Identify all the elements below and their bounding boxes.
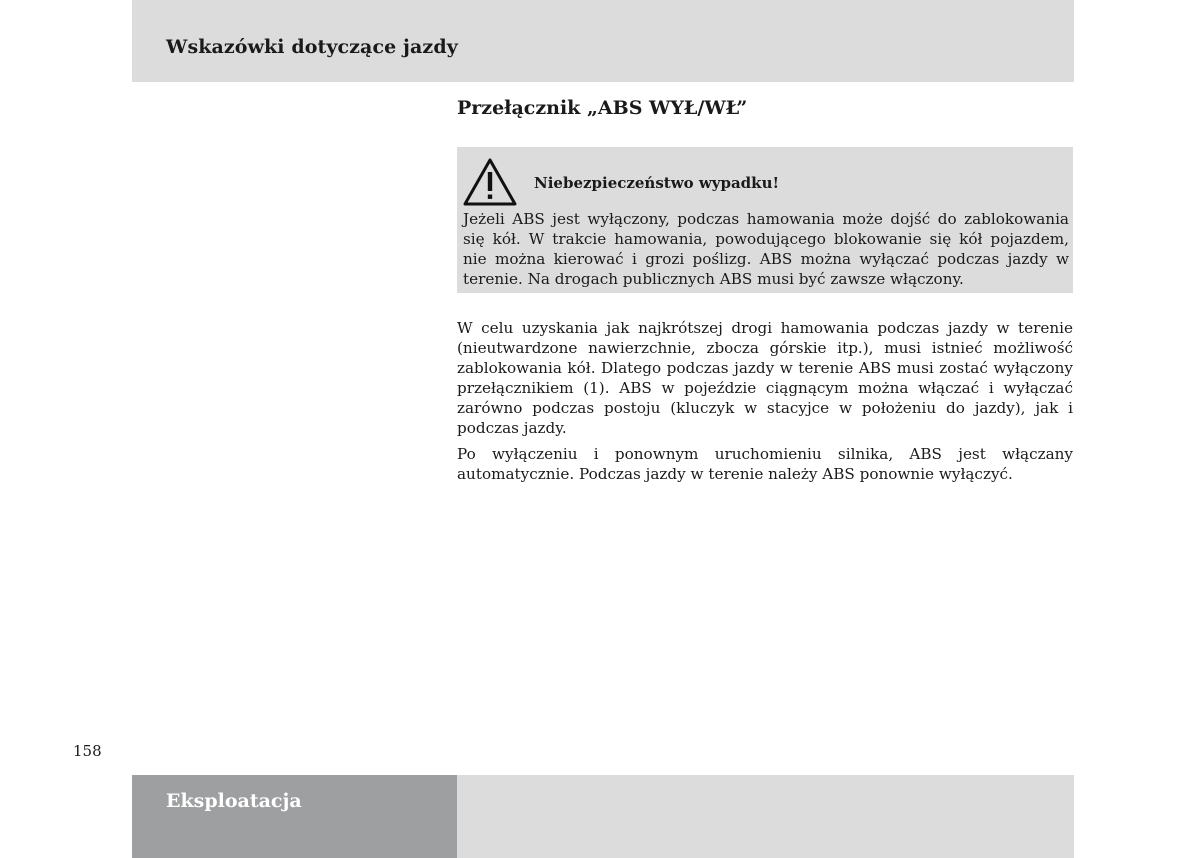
body-paragraph: Po wyłączeniu i ponownym uruchomieniu silnika, ABS jest włączany automatycznie. Podczas jazdy w terenie należy ABS ponownie wyłączyć. (457, 445, 1073, 483)
chapter-title: Wskazówki dotyczące jazdy (166, 36, 458, 58)
body-text (457, 318, 1073, 490)
footer-bar (457, 775, 1074, 858)
warning-triangle-icon (462, 157, 518, 207)
warning-box (457, 147, 1073, 293)
header-bar (132, 0, 1074, 82)
body-paragraph: W celu uzyskania jak najkrótszej drogi hamowania podczas jazdy w terenie (nieutwardzone nawierzchnie, zbocza górskie itp.), musi istnieć możliwość zablokowania kół. Dlatego podczas jazdy w terenie ABS musi zostać wyłączony przełącznikiem (1). ABS w pojeździe ciągnącym można włączać i wyłączać zarówno podczas postoju (kluczyk w stacyjce w położeniu do jazdy), jak i podczas jazdy. (457, 319, 1073, 437)
section-title: Przełącznik „ABS WYŁ/WŁ” (457, 97, 748, 119)
footer-section-label: Eksploatacja (166, 790, 302, 812)
footer-section-tab (132, 775, 457, 858)
warning-text: Jeżeli ABS jest wyłączony, podczas hamowania może dojść do zablokowania się kół. W trakcie hamowania, powodującego blokowanie się kół pojazdem, nie można kierować i grozi poślizg. ABS można wyłączać podczas jazdy w terenie. Na drogach publicznych ABS musi być zawsze włączony. (463, 210, 1069, 288)
page-number: 158 (73, 742, 102, 760)
warning-heading: Niebezpieczeństwo wypadku! (534, 174, 780, 192)
